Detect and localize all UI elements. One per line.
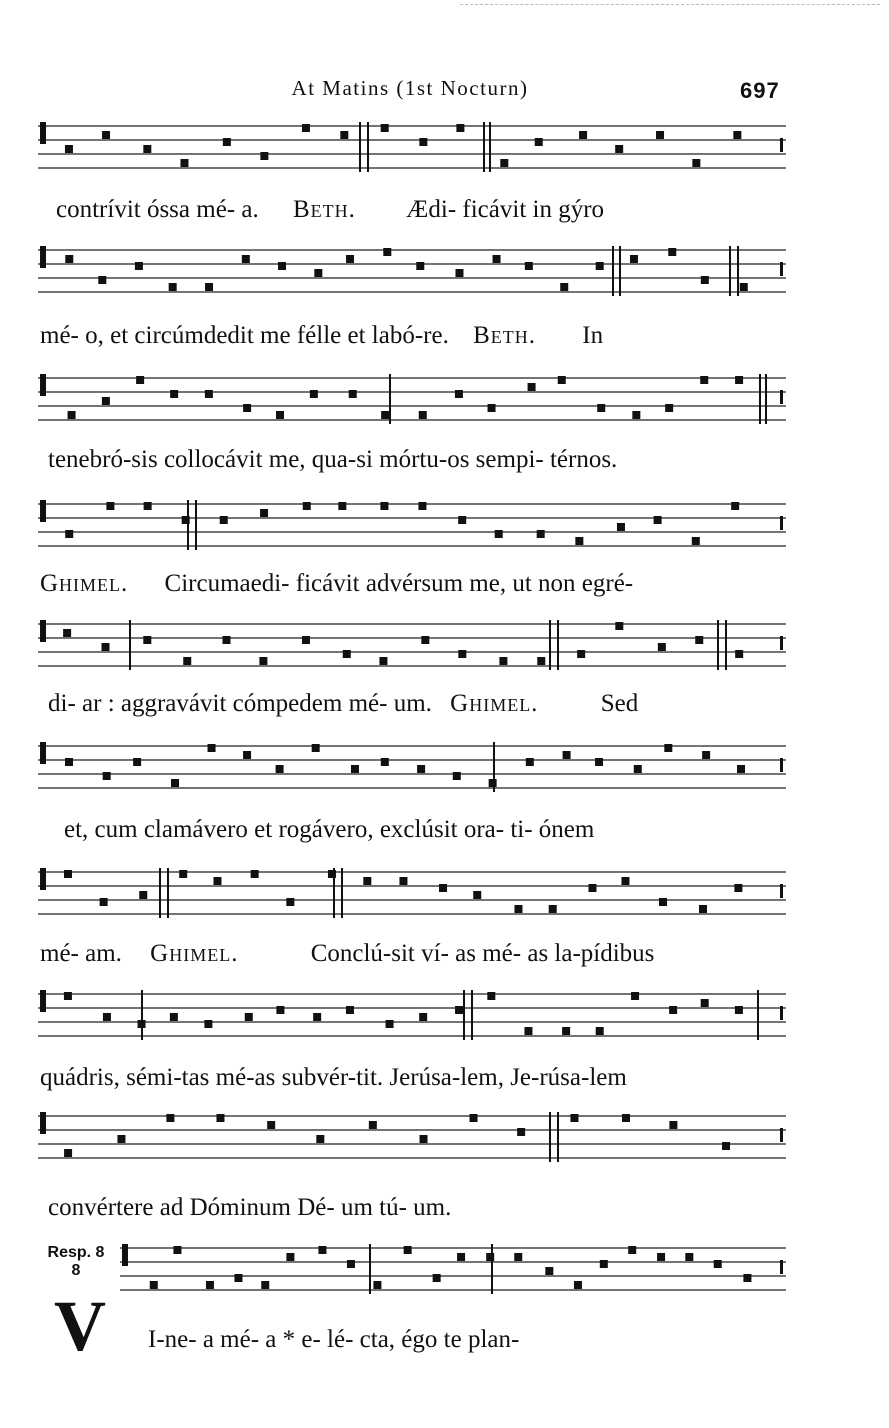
- chant-staff-2: [38, 242, 786, 298]
- lyric-line-9: [48, 1194, 793, 1222]
- lyric-line-7: [40, 940, 785, 968]
- lyric-text: convértere ad Dóminum Dé- um tú- um.: [48, 1194, 452, 1221]
- lyric-text: et, cum clamávero et rogávero, exclúsit ora- ti- ónem: [64, 816, 595, 843]
- lyric-text: Ædi- ficávit in gýro: [406, 196, 605, 223]
- page-number: 697: [740, 78, 780, 103]
- responsory-mode: 8: [71, 1262, 81, 1279]
- chant-staff-4: [38, 496, 786, 552]
- lyric-line-10: [148, 1326, 788, 1354]
- responsory-label: [38, 1244, 114, 1280]
- page-header-title: At Matins (1st Nocturn): [291, 76, 529, 100]
- chant-staff-6: [38, 738, 786, 794]
- lyric-text: contrívit óssa mé- a.: [56, 196, 259, 223]
- lyric-line-8: [40, 1064, 785, 1092]
- lyric-line-3: [48, 446, 793, 474]
- lyric-line-5: [48, 690, 793, 718]
- chant-staff-7: [38, 864, 786, 920]
- chant-staff-5: [38, 616, 786, 672]
- top-edge-rule: [460, 4, 880, 5]
- chant-staff-10: [120, 1240, 786, 1296]
- chant-staff-3: [38, 370, 786, 426]
- drop-cap-initial: V: [54, 1286, 106, 1366]
- responsory-number: Resp. 8: [47, 1244, 105, 1261]
- lyric-text: Conclú-sit ví- as mé- as la-pídibus: [310, 940, 655, 967]
- verse-marker: Ghimel.: [40, 570, 129, 597]
- verse-marker: Beth.: [473, 322, 537, 349]
- lyric-text: Circumaedi- ficávit advérsum me, ut non egré-: [164, 570, 634, 597]
- lyric-text: mé- am.: [40, 940, 122, 967]
- chant-staff-9: [38, 1108, 786, 1164]
- lyric-line-2: [40, 322, 785, 350]
- lyric-text: Sed: [600, 690, 639, 717]
- verse-marker: Beth.: [292, 196, 356, 223]
- lyric-line-6: [64, 816, 809, 844]
- verse-marker: Ghimel.: [150, 940, 239, 967]
- lyric-text: mé- o, et circúmdedit me félle et labó-re.: [40, 322, 449, 349]
- lyric-text: I-ne- a mé- a * e- lé- cta, égo te plan-: [148, 1326, 520, 1353]
- chant-staff-1: [38, 118, 786, 174]
- verse-marker: Ghimel.: [450, 690, 539, 717]
- lyric-text: In: [582, 322, 604, 349]
- lyric-text: di- ar : aggravávit cómpedem mé- um.: [48, 690, 432, 717]
- lyric-text: quádris, sémi-tas mé-as subvér-tit. Jerúsa-lem, Je-rúsa-lem: [40, 1064, 627, 1091]
- lyric-text: tenebró-sis collocávit me, qua-si mórtu-os sempi- térnos.: [48, 446, 618, 473]
- chant-staff-8: [38, 986, 786, 1042]
- lyric-line-1: [56, 196, 801, 224]
- lyric-line-4: [40, 570, 785, 598]
